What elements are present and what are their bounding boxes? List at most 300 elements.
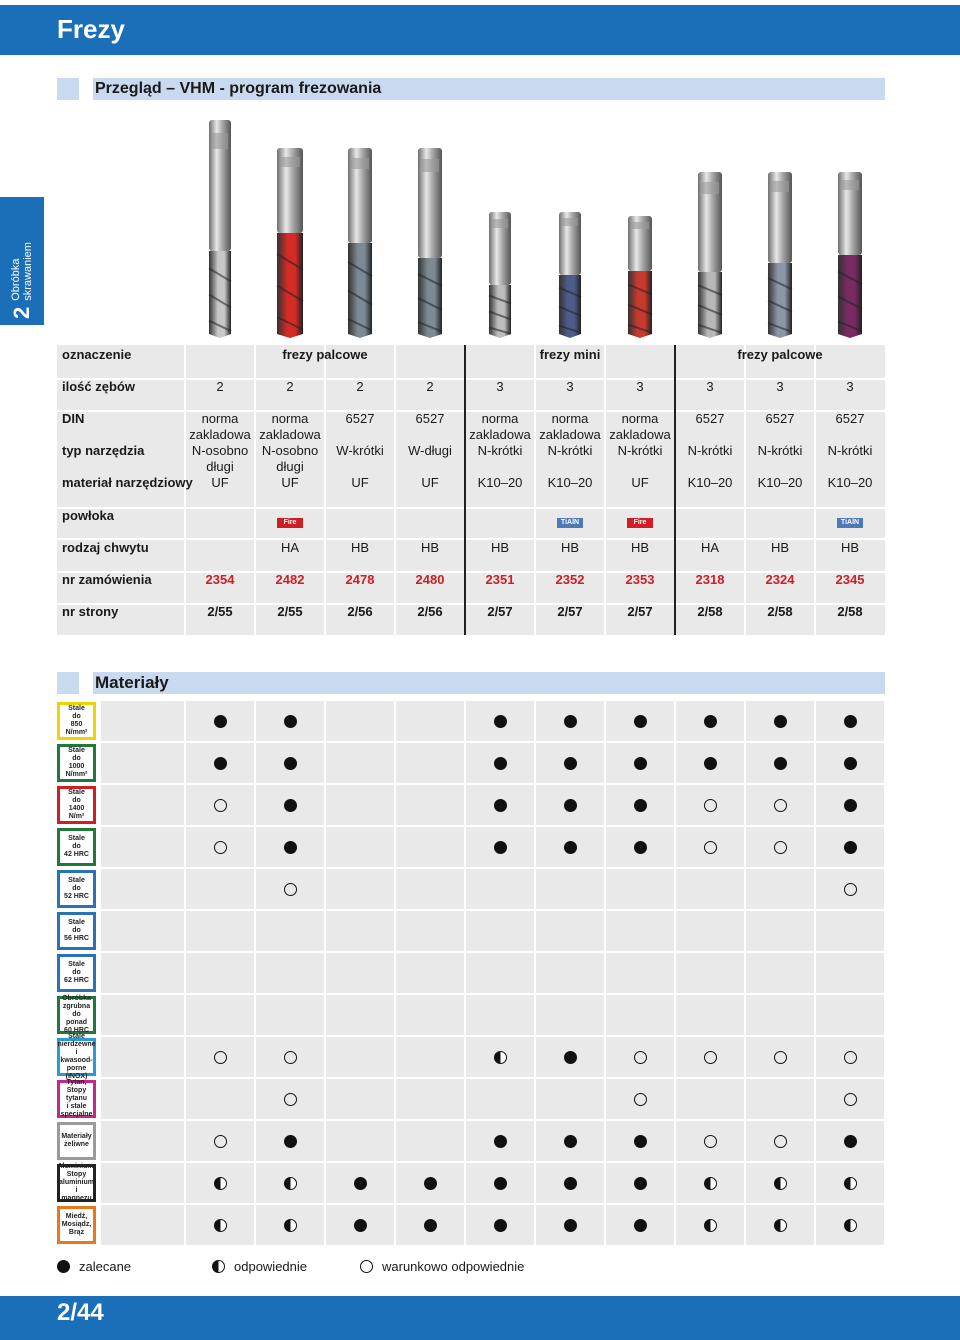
tool-type-value: N-krótki — [547, 443, 593, 458]
empty-dot-icon — [214, 1051, 227, 1064]
full-dot-icon — [844, 757, 857, 770]
material-label-line: porne (INOX) — [65, 1065, 88, 1080]
group-header-1: frezy palcowe — [282, 347, 368, 362]
material-badge — [57, 1122, 96, 1160]
matrix-cell — [326, 743, 394, 783]
order-number: 2482 — [275, 572, 305, 587]
shank-type-value: HA — [700, 540, 720, 555]
material-label-line: i kwasood- — [60, 1049, 93, 1064]
material-label-line: do — [72, 843, 81, 850]
matrix-cell — [606, 995, 674, 1035]
empty-dot-icon — [214, 841, 227, 854]
full-dot-icon — [634, 799, 647, 812]
matrix-cell — [326, 785, 394, 825]
matrix-cell — [746, 869, 814, 909]
full-dot-icon — [284, 715, 297, 728]
half-dot-icon — [284, 1219, 297, 1232]
material-badge — [57, 828, 96, 866]
teeth-value: 3 — [706, 379, 714, 394]
full-dot-icon — [844, 1135, 857, 1148]
matrix-cell — [396, 743, 464, 783]
material-label-line: do — [72, 885, 81, 892]
material-label-line: do — [72, 797, 81, 804]
half-dot-icon — [214, 1177, 227, 1190]
material-label-line: aluminium — [59, 1179, 95, 1186]
page-reference: 2/57 — [487, 604, 513, 619]
coating-badge: TiAlN — [557, 518, 583, 528]
material-badge — [57, 744, 96, 782]
full-dot-icon — [564, 1219, 577, 1232]
material-label-line: do ponad — [66, 1011, 87, 1026]
material-label-line: do — [72, 713, 81, 720]
tool-images — [185, 110, 885, 338]
full-dot-icon — [564, 1135, 577, 1148]
matrix-cell — [746, 953, 814, 993]
row-label-page: nr strony — [62, 604, 119, 619]
tool-type-value: N-krótki — [687, 443, 733, 458]
material-label-line: do — [72, 927, 81, 934]
matrix-cell — [186, 869, 254, 909]
material-label-line: 42 HRC — [64, 851, 89, 858]
din-value: 6527 — [695, 411, 725, 426]
full-dot-icon — [774, 757, 787, 770]
material-badge — [57, 1164, 96, 1202]
empty-dot-icon — [704, 1051, 717, 1064]
matrix-cell — [396, 869, 464, 909]
matrix-cell — [606, 911, 674, 951]
group-header-2: frezy mini — [539, 347, 601, 362]
page-reference: 2/55 — [277, 604, 303, 619]
material-label-line: 60 HRC — [64, 1027, 89, 1034]
page-reference: 2/56 — [347, 604, 373, 619]
group-header-3: frezy palcowe — [737, 347, 823, 362]
matrix-cell — [536, 911, 604, 951]
matrix-cell — [101, 911, 184, 951]
material-badge — [57, 702, 96, 740]
material-label-line: 850 — [70, 721, 83, 728]
matrix-cell — [101, 995, 184, 1035]
din-value-line2: zakladowa — [609, 427, 671, 442]
matrix-cell — [396, 827, 464, 867]
full-dot-icon — [424, 1219, 437, 1232]
tool-material-value: UF — [421, 475, 439, 490]
matrix-cell — [101, 827, 184, 867]
full-dot-icon — [844, 799, 857, 812]
tool-material-value: K10–20 — [547, 475, 593, 490]
din-value: 6527 — [835, 411, 865, 426]
tool-type-value: W-długi — [408, 443, 452, 458]
full-dot-icon — [634, 715, 647, 728]
coating-badge: Fire — [277, 518, 303, 528]
matrix-cell — [746, 995, 814, 1035]
chapter-label-1: Obróbka — [10, 258, 22, 301]
full-dot-icon — [634, 757, 647, 770]
material-badge — [57, 1033, 96, 1080]
full-dot-icon — [564, 799, 577, 812]
matrix-cell — [676, 995, 744, 1035]
full-dot-icon — [494, 715, 507, 728]
material-label-line: Brąz — [68, 1229, 85, 1236]
order-number: 2480 — [415, 572, 445, 587]
full-dot-icon — [214, 715, 227, 728]
matrix-cell — [816, 995, 884, 1035]
row-label-din: DIN — [62, 411, 85, 426]
matrix-cell — [101, 1163, 184, 1203]
chapter-tab — [0, 197, 44, 325]
empty-dot-icon — [844, 1051, 857, 1064]
material-label-line: 52 HRC — [64, 893, 89, 900]
legend-recommended: zalecane — [79, 1259, 132, 1274]
end-mill-image-5 — [486, 212, 514, 338]
material-badge — [57, 870, 96, 908]
material-label-line: Miedź, — [65, 1213, 88, 1220]
matrix-cell — [101, 1037, 184, 1077]
legend — [57, 1259, 657, 1277]
chapter-number: 2 — [9, 306, 34, 319]
material-label-line: Mosiądz, — [61, 1221, 92, 1228]
full-dot-icon — [354, 1219, 367, 1232]
material-label-line: Stale — [68, 789, 85, 796]
matrix-cell — [101, 1121, 184, 1161]
material-badge — [57, 1206, 96, 1244]
material-label-line: Stale — [68, 1033, 85, 1040]
material-label-line: zgrubna — [62, 1003, 91, 1010]
matrix-cell — [746, 1079, 814, 1119]
order-number: 2354 — [205, 572, 235, 587]
page-reference: 2/58 — [837, 604, 863, 619]
teeth-value: 3 — [496, 379, 504, 394]
order-number: 2352 — [555, 572, 585, 587]
spec-table — [57, 345, 885, 635]
material-badge — [57, 1080, 96, 1118]
full-dot-icon — [704, 715, 717, 728]
matrix-cell — [816, 953, 884, 993]
full-dot-icon — [494, 757, 507, 770]
page-reference: 2/55 — [207, 604, 233, 619]
matrix-cell — [256, 995, 324, 1035]
material-label-line: i stale — [66, 1103, 87, 1110]
matrix-cell — [186, 911, 254, 951]
matrix-cell — [536, 869, 604, 909]
row-label-order_no: nr zamówienia — [62, 572, 152, 587]
shank-type-value: HB — [630, 540, 650, 555]
empty-dot-icon — [774, 799, 787, 812]
page-reference: 2/57 — [557, 604, 583, 619]
coating-badge: Fire — [627, 518, 653, 528]
empty-dot-icon — [284, 1093, 297, 1106]
page-header — [0, 5, 960, 55]
full-dot-icon — [494, 1135, 507, 1148]
material-label-line: 1000 — [68, 763, 85, 770]
full-dot-icon — [844, 715, 857, 728]
matrix-cell — [256, 911, 324, 951]
material-label-line: tytanu — [66, 1095, 87, 1102]
teeth-value: 3 — [636, 379, 644, 394]
row-label-designation: oznaczenie — [62, 347, 132, 362]
chapter-label-2: skrawaniem — [22, 242, 34, 301]
empty-dot-icon — [844, 883, 857, 896]
half-dot-icon — [774, 1219, 787, 1232]
empty-dot-icon — [634, 1051, 647, 1064]
material-label-line: N/m² — [68, 813, 85, 820]
tool-type-value: N-krótki — [827, 443, 873, 458]
tool-material-value: UF — [631, 475, 649, 490]
full-dot-icon — [284, 757, 297, 770]
material-label-line: N/mm² — [65, 771, 88, 778]
din-value: norma — [551, 411, 589, 426]
material-label-line: Stale — [68, 747, 85, 754]
shank-type-value: HB — [560, 540, 580, 555]
matrix-cell — [396, 701, 464, 741]
full-dot-icon — [354, 1177, 367, 1190]
matrix-cell — [536, 953, 604, 993]
order-number: 2351 — [485, 572, 515, 587]
end-mill-image-3 — [345, 148, 375, 338]
matrix-cell — [326, 701, 394, 741]
end-mill-image-6 — [556, 212, 584, 338]
empty-dot-icon — [844, 1093, 857, 1106]
matrix-cell — [101, 743, 184, 783]
din-value: norma — [481, 411, 519, 426]
tool-material-value: UF — [211, 475, 229, 490]
half-dot-icon — [214, 1219, 227, 1232]
matrix-cell — [676, 953, 744, 993]
matrix-cell — [676, 1079, 744, 1119]
matrix-cell — [326, 827, 394, 867]
matrix-cell — [186, 953, 254, 993]
full-dot-icon — [564, 757, 577, 770]
full-dot-icon — [494, 1177, 507, 1190]
matrix-cell — [466, 995, 534, 1035]
material-label-line: Stale — [68, 961, 85, 968]
full-dot-icon — [214, 757, 227, 770]
empty-dot-icon — [214, 1135, 227, 1148]
full-dot-icon — [634, 841, 647, 854]
shank-type-value: HB — [490, 540, 510, 555]
full-dot-icon — [284, 1135, 297, 1148]
matrix-cell — [326, 869, 394, 909]
half-dot-icon — [704, 1177, 717, 1190]
end-mill-image-2 — [274, 148, 306, 338]
matrix-cell — [326, 1037, 394, 1077]
page-number: 2/44 — [57, 1299, 104, 1326]
din-value: norma — [201, 411, 239, 426]
end-mill-image-8 — [695, 172, 725, 338]
teeth-value: 2 — [356, 379, 364, 394]
matrix-cell — [396, 1079, 464, 1119]
matrix-cell — [396, 911, 464, 951]
din-value-line2: zakladowa — [259, 427, 321, 442]
material-label-line: i magnezu — [61, 1187, 92, 1202]
row-label-tool_type: typ narzędzia — [62, 443, 145, 458]
full-dot-icon — [494, 841, 507, 854]
matrix-cell — [101, 869, 184, 909]
matrix-cell — [536, 995, 604, 1035]
materials-title-bar — [57, 672, 885, 694]
din-value: 6527 — [415, 411, 445, 426]
teeth-value: 2 — [216, 379, 224, 394]
full-dot-icon — [494, 1219, 507, 1232]
shank-type-value: HB — [350, 540, 370, 555]
full-dot-icon — [634, 1135, 647, 1148]
shank-type-value: HB — [420, 540, 440, 555]
row-label-material: materiał narzędziowy — [62, 475, 193, 490]
matrix-cell — [466, 953, 534, 993]
half-dot-icon — [774, 1177, 787, 1190]
full-dot-icon — [844, 841, 857, 854]
full-dot-icon — [424, 1177, 437, 1190]
tool-material-value: K10–20 — [827, 475, 873, 490]
material-label-line: do — [72, 969, 81, 976]
empty-dot-icon — [284, 883, 297, 896]
end-mill-image-4 — [415, 148, 445, 338]
matrix-cell — [606, 953, 674, 993]
matrix-cell — [101, 785, 184, 825]
page-reference: 2/56 — [417, 604, 443, 619]
material-label-line: 1400 — [68, 805, 85, 812]
row-label-teeth: ilość zębów — [62, 379, 135, 394]
tool-type-value-line2: długi — [206, 459, 234, 474]
half-dot-icon — [704, 1219, 717, 1232]
matrix-cell — [396, 785, 464, 825]
matrix-cell — [326, 911, 394, 951]
matrix-cell — [326, 995, 394, 1035]
shank-type-value: HA — [280, 540, 300, 555]
row-label-coating: powłoka — [62, 508, 115, 523]
empty-dot-icon — [704, 1135, 717, 1148]
matrix-cell — [676, 911, 744, 951]
order-number: 2318 — [695, 572, 725, 587]
full-dot-icon — [494, 799, 507, 812]
empty-dot-icon — [704, 841, 717, 854]
material-badge — [57, 912, 96, 950]
matrix-cell — [256, 953, 324, 993]
material-label-line: Obróbka — [62, 995, 91, 1002]
din-value: norma — [271, 411, 309, 426]
matrix-cell — [676, 869, 744, 909]
end-mill-image-9 — [765, 172, 795, 338]
order-number: 2324 — [765, 572, 795, 587]
empty-dot-icon — [774, 1051, 787, 1064]
material-badge — [57, 786, 96, 824]
matrix-cell — [466, 911, 534, 951]
din-value-line2: zakladowa — [469, 427, 531, 442]
materials-title: Materiały — [93, 672, 885, 694]
material-label-line: Stopy — [66, 1171, 87, 1178]
material-label-line: Stale — [68, 835, 85, 842]
row-label-shank: rodzaj chwytu — [62, 540, 149, 555]
order-number: 2478 — [345, 572, 375, 587]
page-footer — [0, 1296, 960, 1340]
end-mill-image-10 — [835, 172, 865, 338]
matrix-cell — [746, 911, 814, 951]
material-label-line: 62 HRC — [64, 977, 89, 984]
empty-dot-icon — [284, 1051, 297, 1064]
full-dot-icon — [564, 715, 577, 728]
teeth-value: 3 — [566, 379, 574, 394]
empty-dot-icon — [214, 799, 227, 812]
coating-badge: TiAlN — [837, 518, 863, 528]
page-reference: 2/58 — [697, 604, 723, 619]
matrix-cell — [816, 911, 884, 951]
tool-type-value: N-osobno — [191, 443, 249, 458]
material-label-line: Stale — [68, 705, 85, 712]
half-dot-icon — [844, 1177, 857, 1190]
tool-material-value: UF — [351, 475, 369, 490]
empty-dot-icon — [774, 841, 787, 854]
header-title: Frezy — [57, 14, 125, 44]
matrix-cell — [101, 1079, 184, 1119]
legend-conditional: warunkowo odpowiednie — [382, 1259, 525, 1274]
shank-type-value: HB — [840, 540, 860, 555]
matrix-cell — [536, 1079, 604, 1119]
matrix-cell — [101, 953, 184, 993]
row-divider — [57, 507, 885, 509]
matrix-cell — [101, 701, 184, 741]
tool-material-value: K10–20 — [757, 475, 803, 490]
full-dot-icon — [634, 1219, 647, 1232]
din-value: 6527 — [765, 411, 795, 426]
matrix-cell — [396, 1121, 464, 1161]
matrix-cell — [466, 869, 534, 909]
full-dot-icon — [564, 841, 577, 854]
material-label-line: nierdzewne — [57, 1041, 96, 1048]
tool-type-value: N-krótki — [757, 443, 803, 458]
matrix-cell — [186, 995, 254, 1035]
full-dot-icon — [284, 799, 297, 812]
empty-dot-icon — [634, 1093, 647, 1106]
matrix-cell — [396, 995, 464, 1035]
material-label-line: Materiały — [61, 1133, 92, 1140]
material-badge — [57, 996, 96, 1034]
tool-material-value: UF — [281, 475, 299, 490]
empty-dot-icon — [360, 1260, 373, 1273]
matrix-cell — [396, 953, 464, 993]
material-label-line: żeliwne — [64, 1141, 89, 1148]
teeth-value: 2 — [426, 379, 434, 394]
page-reference: 2/58 — [767, 604, 793, 619]
teeth-value: 2 — [286, 379, 294, 394]
din-value-line2: zakladowa — [189, 427, 251, 442]
matrix-cell — [101, 1205, 184, 1245]
material-label-line: Stale — [68, 919, 85, 926]
section-title-bar — [57, 78, 885, 100]
legend-suitable: odpowiednie — [234, 1259, 308, 1274]
tool-type-value: W-krótki — [336, 443, 384, 458]
matrix-cell — [326, 953, 394, 993]
matrix-cell — [466, 1079, 534, 1119]
teeth-value: 3 — [846, 379, 854, 394]
end-mill-image-1 — [206, 120, 234, 338]
material-label-line: specjalne — [60, 1111, 93, 1118]
end-mill-image-7 — [625, 216, 655, 338]
full-dot-icon — [564, 1051, 577, 1064]
full-dot-icon — [284, 841, 297, 854]
matrix-cell — [326, 1121, 394, 1161]
half-dot-icon — [284, 1177, 297, 1190]
full-dot-icon — [774, 715, 787, 728]
half-dot-icon — [212, 1260, 225, 1273]
tool-type-value: N-krótki — [477, 443, 523, 458]
tool-material-value: K10–20 — [477, 475, 523, 490]
empty-dot-icon — [774, 1135, 787, 1148]
half-dot-icon — [494, 1051, 507, 1064]
shank-type-value: HB — [770, 540, 790, 555]
full-dot-icon — [57, 1260, 70, 1273]
tool-type-value-line2: długi — [276, 459, 304, 474]
empty-dot-icon — [704, 799, 717, 812]
order-number: 2345 — [835, 572, 865, 587]
